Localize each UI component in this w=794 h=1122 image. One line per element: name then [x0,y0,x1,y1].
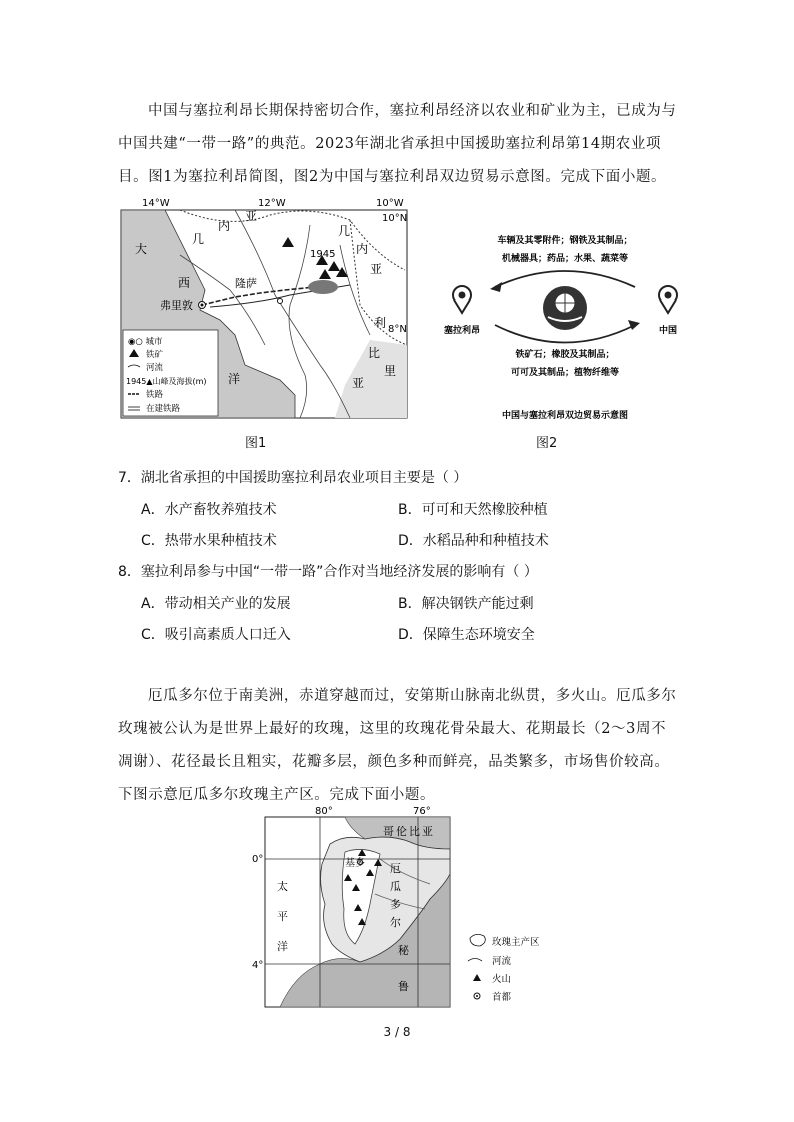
q8-option-b[interactable]: B．解决钢铁产能过剩 [398,596,534,612]
fig1-legend-iron: 铁矿 [146,350,164,360]
fig1-place: 亚 [370,262,383,276]
figure-2-caption: 图2 [536,436,558,451]
figure-2-diagram [440,225,690,425]
fig3-place: 鲁 [398,980,409,993]
fig3-place: 洋 [277,940,288,953]
fig2-bottom-text-1: 铁矿石；橡胶及其制品； [515,350,615,360]
fig1-legend-peak: 1945▲山峰及海拔(m) [126,377,207,386]
fig1-lat-1: 10°N [382,213,408,224]
fig1-peak: 1945 [310,249,336,260]
fig1-place: 洋 [228,372,241,386]
question-7-stem: 7．湖北省承担的中国援助塞拉利昂农业项目主要是（ ） [118,470,468,486]
q7-option-a[interactable]: A．水产畜牧养殖技术 [141,502,277,518]
fig3-place: 瓜 [390,880,401,893]
fig3-place: 平 [277,910,288,923]
fig1-city-freetown: 弗里敦 [160,299,193,312]
fig1-place: 里 [384,364,397,378]
fig1-legend-rail: 铁路 [146,390,164,400]
q7-option-d[interactable]: D．水稻品种和种植技术 [398,533,549,549]
fig1-legend-newrail: 在建铁路 [146,404,181,414]
figure-1-caption: 图1 [245,436,267,451]
passage-2: 厄瓜多尔位于南美洲，赤道穿越而过，安第斯山脉南北纵贯，多火山。厄瓜多尔玫瑰被公认为是世界上最好的玫瑰，这里的玫瑰花骨朵最大、花期最长（2～3周不凋谢）、花径最长且粗实，花瓣多层，颜色多种而鲜亮，品类繁多，市场售价较高。下图示意厄瓜多尔玫瑰主产区。完成下面小题。 [118,688,677,803]
q7-option-b[interactable]: B．可可和天然橡胶种植 [398,502,548,518]
fig3-lat-2: 4° [252,960,264,971]
fig1-place: 利 [374,316,387,330]
fig3-place: 厄 [390,862,401,875]
fig3-place: 比 [409,825,420,838]
fig3-lat-1: 0° [252,854,264,865]
fig1-lon-3: 10°W [376,198,404,209]
fig3-lon-2: 76° [413,806,431,817]
fig3-legend-capital: 首都 [492,992,512,1003]
fig2-label-sierra-leone: 塞拉利昂 [443,326,481,336]
fig3-place: 伦 [396,825,407,838]
passage-1: 中国与塞拉利昂长期保持密切合作，塞拉利昂经济以农业和矿业为主，已成为与中国共建“一带一路”的典范。2023年湖北省承担中国援助塞拉利昂第14期农业项目。图1为塞拉利昂简图，图2为中国与塞拉利昂双边贸易示意图。完成下面小题。 [118,103,677,185]
q7-option-c[interactable]: C．热带水果种植技术 [141,533,277,549]
fig1-place: 亚 [245,209,258,223]
fig2-title: 中国与塞拉利昂双边贸易示意图 [501,411,629,421]
fig1-place: 几 [338,224,351,238]
fig1-legend-city: ◉○ 城市 [128,337,163,347]
fig1-place: 内 [218,219,231,233]
q8-option-c[interactable]: C．吸引高素质人口迁入 [141,627,291,643]
fig3-place: 哥 [383,825,394,838]
fig3-place: 太 [277,880,288,893]
fig1-place: 大 [135,242,148,256]
fig1-place: 几 [192,232,205,246]
q8-option-d[interactable]: D．保障生态环境安全 [398,627,535,643]
fig1-lon-1: 14°W [142,198,170,209]
fig1-place: 内 [356,242,369,256]
figure-1-map [120,195,410,425]
fig1-place: 西 [178,276,191,290]
fig3-legend-river: 河流 [492,956,512,967]
fig3-place: 尔 [390,916,401,929]
question-8-stem: 8．塞拉利昂参与中国“一带一路”合作对当地经济发展的影响有（ ） [118,564,538,580]
fig2-top-text-1: 车辆及其零附件；钢铁及其制品； [497,236,633,246]
fig1-place: 亚 [352,376,365,390]
fig1-city-lunsar: 隆萨 [235,277,257,290]
fig2-bottom-text-2: 可可及其制品；植物纤维等 [510,368,620,378]
fig3-place: 秘 [398,944,409,957]
fig2-label-china: 中国 [658,326,678,336]
figure-3-map [250,804,560,1010]
fig1-place: 比 [368,346,381,360]
fig3-place: 亚 [422,825,433,838]
page-number: 3 / 8 [383,1025,411,1039]
fig3-legend-rose: 玫瑰主产区 [492,937,540,948]
fig3-lon-1: 80° [315,806,333,817]
q8-option-a[interactable]: A．带动相关产业的发展 [141,596,291,612]
fig3-capital-quito: 基多 [345,858,365,869]
fig1-legend-river: 河流 [146,363,164,373]
fig3-legend-volcano: 火山 [492,974,512,985]
fig1-lon-2: 12°W [258,198,286,209]
fig1-lat-2: 8°N [388,324,407,335]
fig2-top-text-2: 机械器具；药品；水果、蔬菜等 [501,254,629,264]
fig3-place: 多 [390,898,401,911]
